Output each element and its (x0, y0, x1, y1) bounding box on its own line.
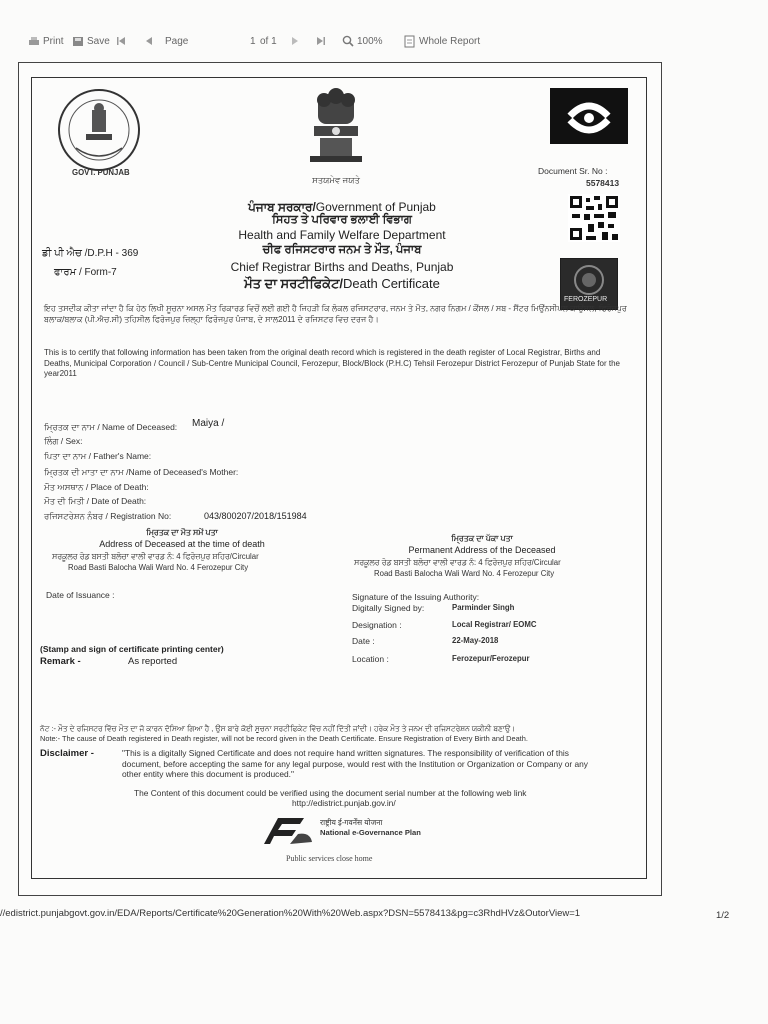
stamp-label: (Stamp and sign of certificate printing center) (40, 644, 224, 654)
motto: ਸਤਯਮੇਵ ਜਯਤੇ (312, 175, 360, 185)
next-page-button[interactable] (290, 36, 303, 46)
death-address-title: Address of Deceased at the time of death (99, 539, 265, 549)
egov-hindi: राष्ट्रीय ई-गवर्नेंस योजना (320, 818, 383, 827)
first-page-button[interactable] (116, 36, 129, 46)
father-label: ਪਿਤਾ ਦਾ ਨਾਮ / Father's Name: (44, 451, 152, 461)
permanent-address-line1: ਸਰਕੂਲਰ ਰੋਡ ਬਸਤੀ ਬਲੋਚਾ ਵਾਲੀ ਵਾਰਡ ਨੰ: 4 ਫਿਰੋਜ਼ਪੁਰ ਸ਼ਹਿਰ/Circular (354, 558, 561, 567)
page-count: of 1 (260, 35, 277, 47)
last-page-icon (316, 36, 326, 46)
death-address-line2: Road Basti Balocha Wali Ward No. 4 Ferozepur City (68, 563, 249, 572)
next-page-icon (290, 36, 300, 46)
disclaimer-label: Disclaimer - (40, 748, 94, 759)
permanent-address-line2: Road Basti Balocha Wali Ward No. 4 Ferozepur City (374, 569, 555, 578)
punjab-govt-logo (54, 86, 144, 178)
disclaimer-text: "This is a digitally Signed Certificate and does not require hand written signatures. The responsibility of verification of this document, before accepting the same for any legal purpose, would rest with the Institution or Organization or Company or any other entity where this document is produced." (122, 748, 588, 779)
name-label: ਮ੍ਰਿਤਕ ਦਾ ਨਾਮ / Name of Deceased: (44, 422, 178, 432)
last-page-button[interactable] (316, 36, 329, 46)
signed-by-label: Digitally Signed by: (352, 603, 425, 613)
location-label: Location : (352, 654, 389, 664)
verify-line: The Content of this document could be verified using the document serial number at the following web link (134, 788, 527, 798)
death-address-title-punjabi: ਮ੍ਰਿਤਕ ਦਾ ਮੌਤ ਸਮੇਂ ਪਤਾ (146, 528, 218, 537)
tagline: Public services close home (286, 854, 373, 863)
note-english: Note:- The cause of Death registered in Death register, will not be record given in the Death Certificate. Ensure Registration of Every Birth and Death. (40, 734, 528, 743)
signing-date-label: Date : (352, 636, 375, 646)
zoom-selector[interactable]: 100% (342, 35, 383, 47)
first-page-icon (116, 36, 126, 46)
certificate-title: ਮੌਤ ਦਾ ਸਰਟੀਫਿਕੇਟ/Death Certificate (244, 276, 440, 291)
page-url: //edistrict.punjabgovt.gov.in/EDA/Reports/Certificate%20Generation%20With%20Web.aspx?DSN=5578413&pg=c3RhdHVz&OutorView=1 (0, 908, 581, 919)
save-button[interactable]: Save (72, 36, 110, 47)
certificate-body (31, 77, 647, 879)
signed-by-value: Parminder Singh (452, 603, 515, 612)
egov-logo (260, 812, 316, 848)
print-button[interactable]: Print (28, 36, 64, 47)
date-of-death-label: ਮੌਤ ਦੀ ਮਿਤੀ / Date of Death: (44, 496, 147, 506)
registration-label: ਰਜਿਸਟਰੇਸ਼ਨ ਨੰਬਰ / Registration No: (44, 511, 172, 521)
name-value: Maiya / (192, 418, 225, 429)
qr-code (568, 194, 620, 242)
magnifier-icon (342, 35, 354, 47)
page-counter: 1/2 (716, 910, 730, 921)
designation-value: Local Registrar/ EOMC (452, 620, 537, 629)
date-of-issuance-label: Date of Issuance : (46, 590, 115, 600)
intro-english: This is to certify that following information has been taken from the original death record which is registered in the death register of Local Registrar, Births and Deaths, Municipal Corporation / Council / Sub-Centre Municipal Council, Ferozepur, Block/Block (P.H.C) Tehsil Ferozepur District Ferozepur of Punjab State for the year2011 (44, 348, 620, 378)
verify-link[interactable]: http://edistrict.punjab.gov.in/ (292, 798, 396, 808)
note-punjabi: ਨੋਟ :- ਮੌਤ ਦੇ ਰਜਿਸਟਰ ਵਿੱਚ ਮੌਤ ਦਾ ਜੋ ਕਾਰਨ ਦੱਸਿਆ ਗਿਆ ਹੈ , ਉਸ ਬਾਰੇ ਕੋਈ ਸੂਚਨਾ ਸਰਟੀਫਿਕੇਟ ਵਿੱਚ ਨਹੀਂ ਦਿੱਤੀ ਜਾਂਦੀ। ਹਰੇਕ ਮੌਤ ਤੇ ਜਨਮ ਦੀ ਰਜਿਸਟਰੇਸ਼ਨ ਯਕੀਨੀ ਬਣਾਉ। (40, 724, 516, 733)
remark-label: Remark - (40, 656, 81, 667)
prev-page-icon (144, 36, 154, 46)
department-title-punjabi: ਸਿਹਤ ਤੇ ਪਰਿਵਾਰ ਭਲਾਈ ਵਿਭਾਗ (272, 214, 412, 226)
dph-number: ਡੀ ਪੀ ਐਚ /D.P.H - 369 (42, 248, 139, 259)
remark-value: As reported (128, 656, 178, 667)
seal-text: FEROZEPUR (564, 296, 608, 303)
registrar-title-punjabi: ਚੀਫ ਰਜਿਸਟਰਾਰ ਜਨਮ ਤੇ ਮੌਤ, ਪੰਜਾਬ (262, 244, 422, 256)
intro-punjabi: ਇਹ ਤਸਦੀਕ ਕੀਤਾ ਜਾਂਦਾ ਹੈ ਕਿ ਹੇਠ ਲਿਖੀ ਸੂਚਨਾ ਅਸਲ ਮੌਤ ਰਿਕਾਰਡ ਵਿਚੋਂ ਲਈ ਗਈ ਹੈ ਜਿਹੜੀ ਕਿ ਲੋਕਲ ਰਜਿਸਟਰਾਰ, ਜਨਮ ਤੇ ਮੌਤ, ਨਗਰ ਨਿਗਮ / ਕੌਂਸਲ / ਸਬ - ਸੈਂਟਰ ਮਿਉਂਨਸੀਪਲ ਕਾਉਂਸਲ, ਫਿਰੋਜਪੁਰ ਬਲਾਕ/ਬਲਾਕ (ਪੀ.ਐਚ.ਸੀ) ਤਹਿਸੀਲ ਫਿਰੋਜਪੁਰ ਜ਼ਿਲ੍ਹਾ ਫਿਰੋਜਪੁਰ ਪੰਜਾਬ, ਦੇ ਸਾਲ2011 ਦੇ ਰਜਿਸਟਰ ਵਿਚ ਦਰਜ ਹੈ। (44, 304, 627, 324)
death-address-line1: ਸਰਕੂਲਰ ਰੋਡ ਬਸਤੀ ਬਲੋਚਾ ਵਾਲੀ ਵਾਰਡ ਨੰ: 4 ਫਿਰੋਜ਼ਪੁਰ ਸ਼ਹਿਰ/Circular (52, 552, 259, 561)
prev-page-button[interactable]: Page (144, 36, 188, 47)
designation-label: Designation : (352, 620, 402, 630)
document-sr-label: Document Sr. No : (538, 166, 608, 176)
signature-label: Signature of the Issuing Authority: (352, 592, 480, 602)
registration-value: 043/800207/2018/151984 (204, 511, 307, 521)
permanent-address-title-punjabi: ਮ੍ਰਿਤਕ ਦਾ ਪੱਕਾ ਪਤਾ (451, 534, 513, 543)
place-label: ਮੌਤ ਅਸਥਾਨ / Place of Death: (44, 482, 149, 492)
location-value: Ferozepur/Ferozepur (452, 654, 530, 663)
logo-ring-text: GOVT. PUNJAB (72, 168, 130, 177)
national-emblem (300, 86, 372, 174)
edistrict-logo (550, 88, 628, 144)
page-number-input[interactable]: 1 (250, 35, 256, 47)
document-sr-value: 5578413 (586, 178, 620, 188)
printer-icon (28, 36, 40, 47)
document-icon (404, 35, 416, 48)
certificate-frame (18, 62, 662, 896)
save-icon (72, 36, 84, 47)
form-number: ਫਾਰਮ / Form-7 (54, 267, 117, 278)
registrar-title: Chief Registrar Births and Deaths, Punjab (230, 260, 454, 274)
department-title: Health and Family Welfare Department (238, 228, 446, 242)
government-title: ਪੰਜਾਬ ਸਰਕਾਰ/Government of Punjab (248, 200, 436, 214)
signing-date-value: 22-May-2018 (452, 636, 499, 645)
permanent-address-title: Permanent Address of the Deceased (408, 545, 556, 555)
whole-report-button[interactable]: Whole Report (404, 35, 480, 48)
mother-label: ਮ੍ਰਿਤਕ ਦੀ ਮਾਤਾ ਦਾ ਨਾਮ /Name of Deceased's Mother: (44, 467, 239, 477)
egov-english: National e-Governance Plan (320, 828, 421, 837)
sex-label: ਲਿੰਗ / Sex: (44, 436, 83, 446)
